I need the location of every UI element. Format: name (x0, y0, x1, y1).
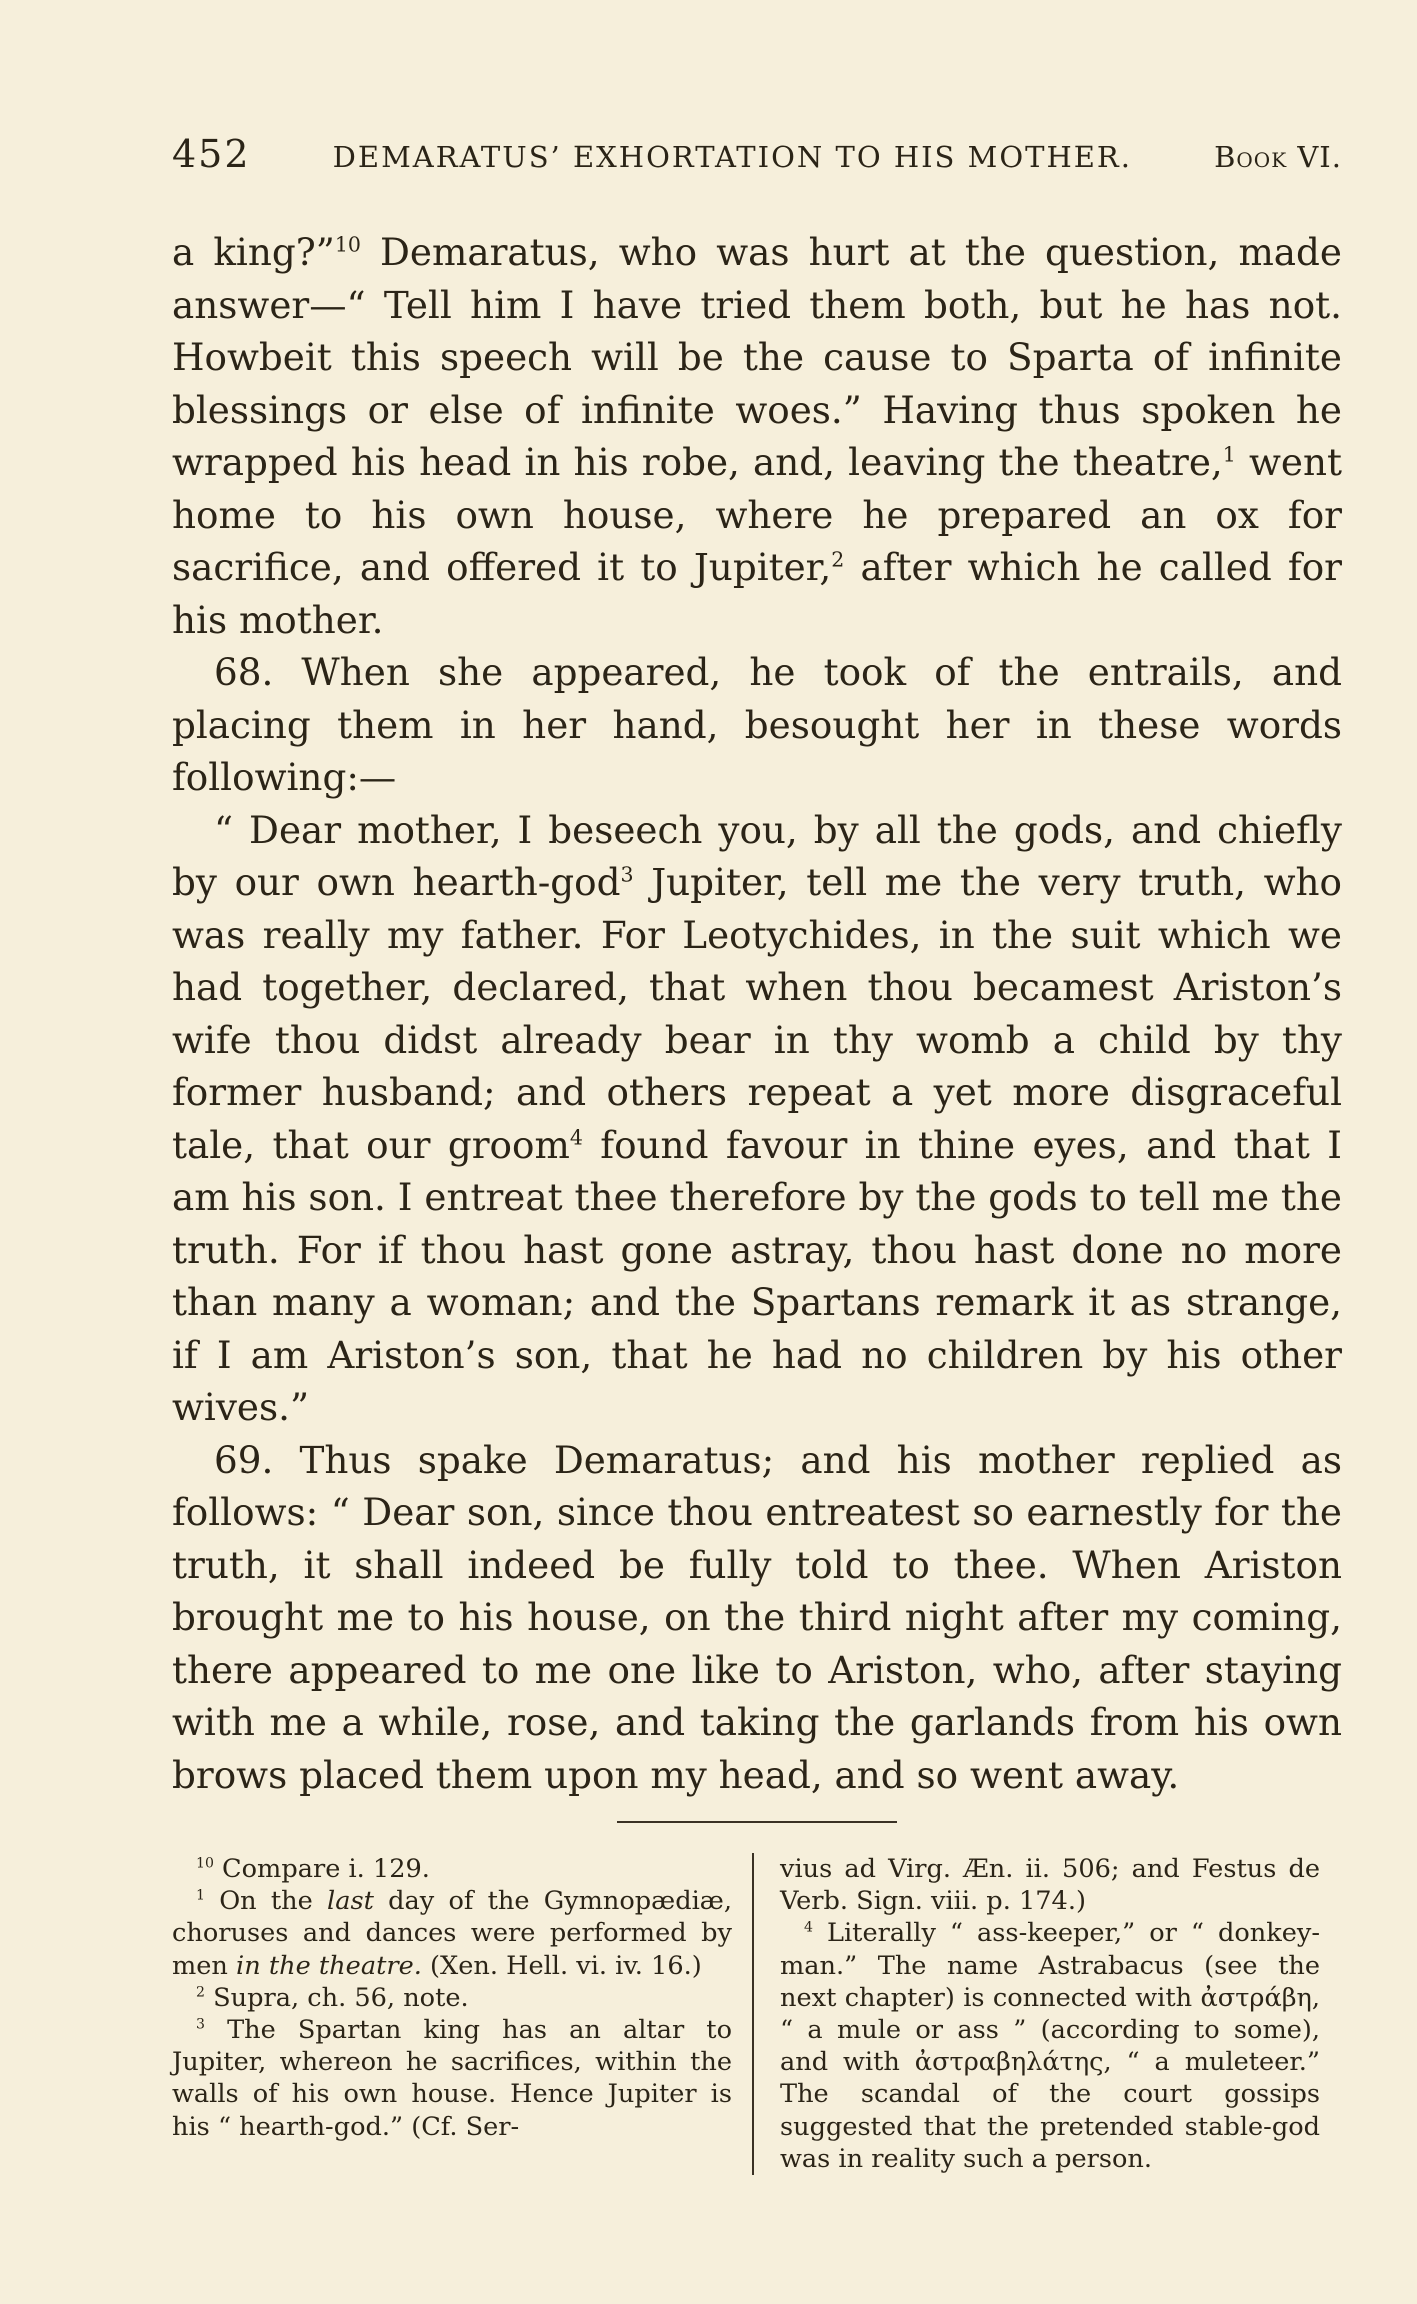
book-label: Book VI. (1214, 140, 1342, 174)
footnote: $^4$ Literally “ ass-keeper,” or “ donkey-man.” The name Astrabacus (see the next chapter) is connected with ἀστράβη, “ a mule or ass ” (according to some), and with ἀστραβηλάτης, “ a muleteer.” The scandal of the court gossips suggested that the pretended stable-god was in reality such a person. (780, 1918, 1320, 2174)
running-head (172, 132, 1342, 186)
footnote-ref: 3 (620, 862, 634, 887)
footnote-ref: 4 (569, 1125, 583, 1150)
footnote-ref: 1 (1222, 442, 1236, 467)
footnote-continuation: vius ad Virg. Æn. ii. 506; and Festus de Verb. Sign. viii. p. 174.) (780, 1854, 1320, 1917)
footnote: $^3$ The Spartan king has an altar to Jupiter, whereon he sacrifices, within the walls of his own house. Hence Jupiter is his “ hearth-god.” (Cf. Ser- (172, 2015, 732, 2142)
paragraph: a king?”$^{10}$ Demaratus, who was hurt at the question, made answer—“ Tell him I have tried them both, but he has not. Howbeit this speech will be the cause to Sparta of infinite blessings or else of infinite woes.” Having thus spoken he wrapped his head in his robe, and, leaving the theatre,$^1$ went home to his own house, where he prepared an ox for sacrifice, and offered it to Jupiter,$^2$ after which he called for his mother. (172, 230, 1342, 642)
page (172, 132, 1342, 2175)
page-number: 452 (172, 132, 251, 176)
footnote-ref: 2 (831, 547, 845, 572)
footnote: $^2$ Supra, ch. 56, note. (196, 1982, 469, 2013)
footnote-rule (617, 1821, 897, 1823)
body-text (172, 226, 1342, 1801)
footnote: $^1$ On the last day of the Gymnopædiæ, choruses and dances were performed by men in the theatre. (Xen. Hell. vi. iv. 16.) (172, 1886, 732, 1981)
footnote-ref: 10 (334, 232, 361, 257)
paragraph: 68. When she appeared, he took of the entrails, and placing them in her hand, besought her in these words following:— (172, 650, 1342, 799)
footnote-column-right (752, 1853, 1320, 2175)
footnotes (172, 1853, 1342, 2175)
paragraph: “ Dear mother, I beseech you, by all the gods, and chiefly by our own hearth-god$^3$ Jupiter, tell me the very truth, who was really my father. For Leotychides, in the suit which we had together, declared, that when thou becamest Ariston’s wife thou didst already bear in thy womb a child by thy former husband; and others repeat a yet more disgraceful tale, that our groom$^4$ found favour in thine eyes, and that I am his son. I entreat thee therefore by the gods to tell me the truth. For if thou hast gone astray, thou hast done no more than many a woman; and the Spartans remark it as strange, if I am Ariston’s son, that he had no children by his other wives.” (172, 807, 1342, 1429)
running-title: DEMARATUS’ EXHORTATION TO HIS MOTHER. (332, 140, 1132, 174)
footnote-column-left (172, 1853, 752, 2175)
paragraph: 69. Thus spake Demaratus; and his mother replied as follows: “ Dear son, since thou entreatest so earnestly for the truth, it shall indeed be fully told to thee. When Ariston brought me to his house, on the third night after my coming, there appeared to me one like to Ariston, who, after staying with me a while, rose, and taking the garlands from his own brows placed them upon my head, and so went away. (172, 1437, 1342, 1797)
footnote: $^{10}$ Compare i. 129. (196, 1854, 430, 1884)
